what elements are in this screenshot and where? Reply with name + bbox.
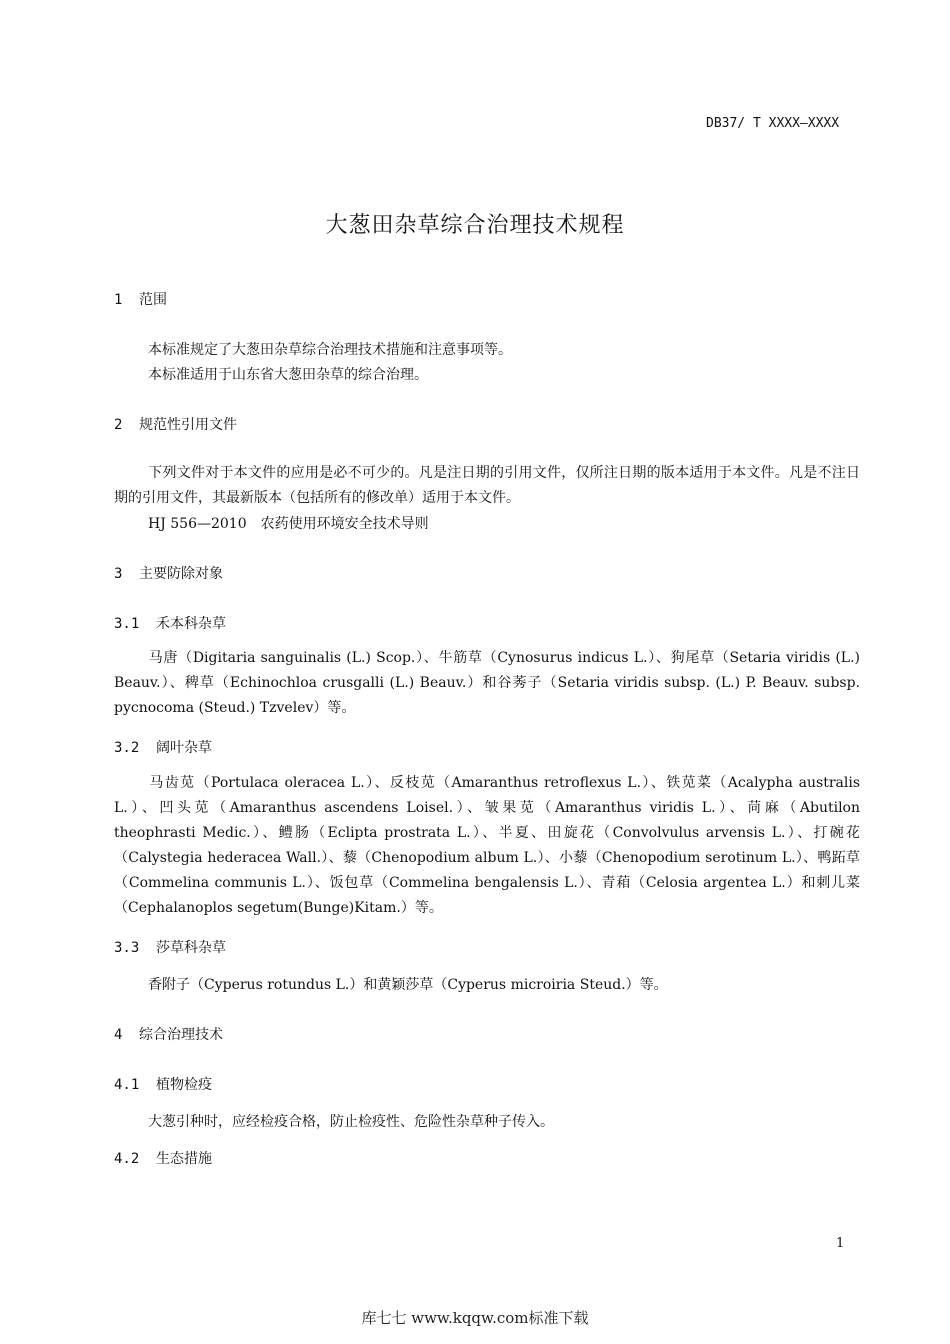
section-2-heading xyxy=(114,414,237,434)
section-1-paragraph-2: 本标准适用于山东省大葱田杂草的综合治理。 xyxy=(148,367,428,383)
standard-code: DB37/ T XXXX—XXXX xyxy=(706,116,840,131)
section-3-2-heading xyxy=(114,737,212,757)
section-number: 3.3 xyxy=(114,940,140,956)
section-4-heading xyxy=(114,1024,223,1044)
section-3-1-paragraph xyxy=(114,646,860,721)
section-number: 4 xyxy=(114,1027,123,1043)
section-3-3-paragraph: 香附子（Cyperus rotundus L.）和黄颖莎草（Cyperus microiria Steud.）等。 xyxy=(148,977,668,993)
section-4-1-heading xyxy=(114,1074,212,1094)
section-1-paragraph-1: 本标准规定了大葱田杂草综合治理技术措施和注意事项等。 xyxy=(148,342,512,358)
document-title: 大葱田杂草综合治理技术规程 xyxy=(325,213,625,238)
section-3-3-heading xyxy=(114,937,226,957)
section-1-heading xyxy=(114,289,167,309)
normative-reference: HJ 556—2010 农药使用环境安全技术导则 xyxy=(148,516,429,532)
section-title: 植物检疫 xyxy=(156,1077,212,1093)
paragraph-text: 马齿苋（Portulaca oleracea L.）、反枝苋（Amaranthus retroflexus L.）、铁苋菜（Acalypha australis L.）、凹头苋（Amaranthus ascendens Loisel.）、皱果苋（Amaranthus viridis L.）、苘麻（Abutilon theophrasti Medic.）、鳢肠（Eclipta prostrata L.）、半夏、田旋花（Convolvulus arvensis L.）、打碗花（Calystegia hederacea Wall.）、藜（Chenopodium album L.）、小藜（Chenopodium serotinum L.）、鸭跖草（Commelina communis L.）、饭包草（Commelina bengalensis L.）、青葙（Celosia argentea L.）和刺儿菜（Cephalanoplos segetum(Bunge)Kitam.）等。 xyxy=(114,775,860,916)
section-title: 生态措施 xyxy=(156,1151,212,1167)
section-number: 2 xyxy=(114,417,123,433)
section-2-paragraph xyxy=(114,461,860,511)
section-title: 阔叶杂草 xyxy=(156,740,212,756)
paragraph-text: 下列文件对于本文件的应用是必不可少的。凡是注日期的引用文件，仅所注日期的版本适用于本文件。凡是不注日期的引用文件，其最新版本（包括所有的修改单）适用于本文件。 xyxy=(114,465,860,506)
section-title: 规范性引用文件 xyxy=(139,417,237,433)
section-number: 4.2 xyxy=(114,1151,140,1167)
section-number: 3 xyxy=(114,566,123,582)
section-3-heading xyxy=(114,563,223,583)
section-3-2-paragraph xyxy=(114,771,860,921)
section-4-1-paragraph: 大葱引种时，应经检疫合格，防止检疫性、危险性杂草种子传入。 xyxy=(148,1114,554,1130)
section-title: 主要防除对象 xyxy=(139,566,223,582)
section-number: 4.1 xyxy=(114,1077,140,1093)
section-title: 禾本科杂草 xyxy=(156,616,226,632)
watermark: 库七七 www.kqqw.com标准下载 xyxy=(361,1309,589,1327)
section-3-1-heading xyxy=(114,613,226,633)
section-number: 3.1 xyxy=(114,616,140,632)
section-title: 莎草科杂草 xyxy=(156,940,226,956)
section-title: 范围 xyxy=(139,292,167,308)
page-number: 1 xyxy=(836,1236,845,1251)
section-4-2-heading xyxy=(114,1148,212,1168)
section-title: 综合治理技术 xyxy=(139,1027,223,1043)
paragraph-text: 马唐（Digitaria sanguinalis (L.) Scop.）、牛筋草（Cynosurus indicus L.）、狗尾草（Setaria viridis (L.) Beauv.）、稗草（Echinochloa crusgalli (L.) Beauv.）和谷莠子（Setaria viridis subsp. (L.) P. Beauv. subsp. pycnocoma (Steud.) Tzvelev）等。 xyxy=(114,650,860,716)
section-number: 1 xyxy=(114,292,123,308)
section-number: 3.2 xyxy=(114,740,140,756)
